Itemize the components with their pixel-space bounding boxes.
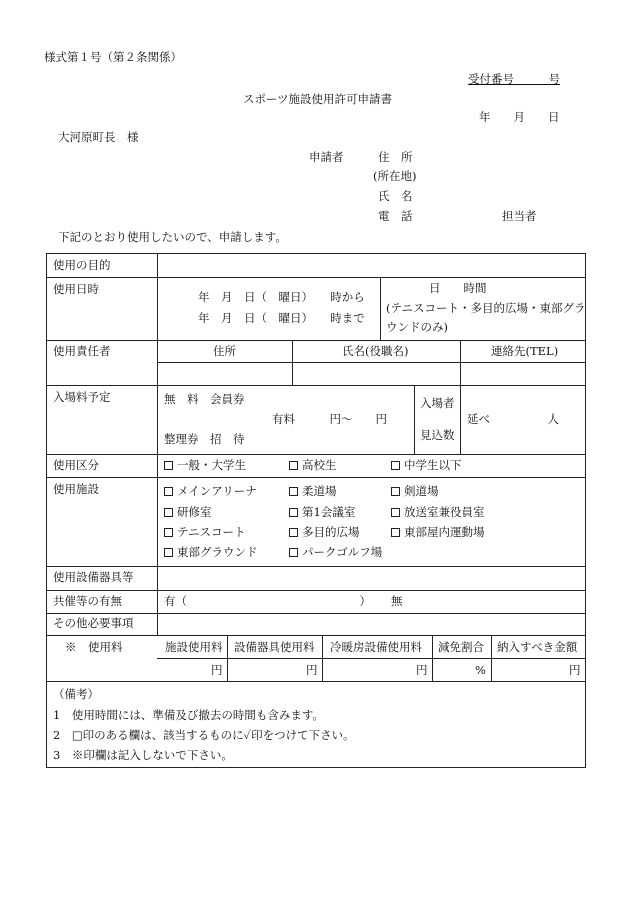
option-label: テニスコート — [177, 525, 246, 539]
fee-plan-label: 入場料予定 — [53, 390, 111, 404]
note-item: 2 □印のある欄は、該当するものに✓印をつけて下さい。 — [53, 728, 355, 742]
cosponsor-yes[interactable]: 有（ ） — [164, 594, 371, 608]
option-label: 柔道場 — [302, 484, 337, 498]
checkbox-icon[interactable] — [391, 487, 400, 496]
applicant-phone-label: 電 話 — [378, 209, 413, 223]
label-divider — [157, 253, 158, 635]
checkbox-icon[interactable] — [289, 461, 298, 470]
row-line — [46, 340, 586, 341]
fee-paid[interactable]: 有料 円〜 円 — [272, 412, 387, 426]
row-line — [157, 658, 586, 659]
option-label: 剣道場 — [404, 484, 439, 498]
cell-divider — [322, 635, 323, 681]
category-option-general[interactable] — [164, 460, 246, 472]
addressee: 大河原町長 様 — [58, 130, 139, 144]
checkbox-icon[interactable] — [164, 461, 173, 470]
cell-divider — [227, 635, 228, 681]
notes-title: （備考） — [53, 687, 99, 701]
row-line — [46, 590, 586, 591]
responsible-name-header: 氏名(役職名) — [342, 344, 409, 358]
applicant-name-label: 氏 名 — [378, 189, 413, 203]
attendees-label-2: 見込数 — [420, 428, 455, 442]
fee-header-facility: 施設使用料 — [165, 640, 223, 654]
option-label: 研修室 — [177, 505, 212, 519]
facility-option[interactable] — [289, 507, 355, 519]
facility-label: 使用施設 — [53, 482, 99, 496]
fee-unit-equipment: 円 — [306, 663, 318, 677]
attendees-label-1: 入場者 — [420, 396, 455, 410]
form-number: 様式第１号（第２条関係） — [44, 50, 182, 64]
row-line — [46, 277, 586, 278]
checkbox-icon[interactable] — [391, 461, 400, 470]
fee-unit-payable: 円 — [569, 663, 581, 677]
cell-divider — [292, 340, 293, 385]
option-label: パークゴルフ場 — [302, 545, 383, 559]
date-to[interactable]: 年 月 日（ 曜日） 時まで — [198, 311, 365, 325]
row-line — [46, 477, 586, 478]
checkbox-icon[interactable] — [164, 487, 173, 496]
datetime-label: 使用日時 — [53, 282, 99, 296]
facility-option[interactable] — [289, 486, 337, 498]
option-label: 第1会議室 — [302, 505, 356, 519]
cell-divider — [380, 277, 381, 340]
cell-divider — [414, 385, 415, 454]
responsible-tel-header: 連絡先(TEL) — [491, 344, 559, 358]
row-line — [46, 613, 586, 614]
facility-option[interactable] — [164, 527, 246, 539]
fee-header-reduction: 減免割合 — [438, 640, 484, 654]
hours-note-line1: (テニスコート・多目的広場・東部グラ — [386, 301, 586, 315]
cell-divider — [491, 635, 492, 681]
checkbox-icon[interactable] — [391, 508, 400, 517]
checkbox-icon[interactable] — [289, 487, 298, 496]
hours-field[interactable]: 日 時間 — [429, 281, 487, 295]
page-title: スポーツ施設使用許可申請書 — [243, 92, 393, 106]
row-line — [46, 635, 586, 636]
fee-unit-facility: 円 — [211, 663, 223, 677]
option-label: 高校生 — [302, 458, 337, 472]
applicant-address-alt-label: (所在地) — [373, 169, 417, 183]
facility-option[interactable] — [391, 527, 485, 539]
option-label: メインアリーナ — [177, 484, 257, 498]
fee-unit-reduction: % — [475, 663, 486, 677]
purpose-field[interactable] — [160, 259, 580, 275]
option-label: 東部屋内運動場 — [404, 525, 485, 539]
facility-option[interactable] — [391, 507, 485, 519]
cosponsor-no[interactable]: 無 — [391, 594, 403, 608]
option-label: 放送室兼役員室 — [404, 505, 485, 519]
row-line — [46, 566, 586, 567]
attendees-total[interactable]: 延べ 人 — [467, 412, 559, 426]
receipt-number: 受付番号 号 — [468, 72, 560, 86]
checkbox-icon[interactable] — [164, 548, 173, 557]
applicant-contact-label: 担当者 — [502, 209, 537, 223]
applicant-label: 申請者 — [309, 150, 344, 164]
facility-option[interactable] — [164, 486, 257, 498]
facility-option[interactable] — [289, 547, 382, 559]
hours-note-line2: ウンドのみ) — [386, 320, 448, 334]
cosponsor-label: 共催等の有無 — [53, 594, 122, 608]
other-label: その他必要事項 — [53, 616, 134, 630]
cell-divider — [460, 385, 461, 454]
equipment-label: 使用設備器具等 — [53, 570, 134, 584]
equipment-field[interactable] — [160, 569, 580, 587]
facility-option[interactable] — [289, 527, 360, 539]
row-line — [46, 681, 586, 682]
row-line — [46, 454, 586, 455]
intro-text: 下記のとおり使用したいので、申請します。 — [58, 230, 287, 244]
category-option-junior[interactable] — [391, 460, 462, 472]
fee-header-equipment: 設備器具使用料 — [234, 640, 315, 654]
responsible-address-field[interactable] — [160, 365, 290, 383]
fee-ticket-invite[interactable]: 整理券 招 待 — [164, 432, 245, 446]
row-line — [157, 362, 586, 363]
checkbox-icon[interactable] — [391, 528, 400, 537]
fee-label: ※ 使用料 — [65, 640, 123, 654]
date-from[interactable]: 年 月 日（ 曜日） 時から — [198, 290, 365, 304]
cell-divider — [432, 635, 433, 681]
fee-free-member[interactable]: 無 料 会員券 — [164, 392, 245, 406]
row-line — [46, 385, 586, 386]
option-label: 東部グラウンド — [177, 545, 258, 559]
other-field[interactable] — [160, 616, 580, 633]
checkbox-icon[interactable] — [289, 548, 298, 557]
cell-divider — [460, 340, 461, 385]
checkbox-icon[interactable] — [164, 528, 173, 537]
checkbox-icon[interactable] — [289, 528, 298, 537]
fee-header-payable: 納入すべき金額 — [497, 640, 578, 654]
applicant-address-label: 住 所 — [378, 150, 413, 164]
option-label: 多目的広場 — [302, 525, 360, 539]
option-label: 中学生以下 — [404, 458, 462, 472]
responsible-address-header: 住所 — [213, 344, 236, 358]
responsible-label: 使用責任者 — [53, 344, 111, 358]
facility-option[interactable] — [164, 507, 212, 519]
category-label: 使用区分 — [53, 458, 99, 472]
checkbox-icon[interactable] — [289, 508, 298, 517]
facility-option[interactable] — [164, 547, 258, 559]
fee-unit-aircon: 円 — [416, 663, 428, 677]
responsible-name-field[interactable] — [295, 365, 458, 383]
category-option-highschool[interactable] — [289, 460, 337, 472]
fee-header-aircon: 冷暖房設備使用料 — [330, 640, 422, 654]
facility-option[interactable] — [391, 486, 439, 498]
note-item: 1 使用時間には、準備及び撤去の時間も含みます。 — [53, 708, 324, 722]
responsible-tel-field[interactable] — [463, 365, 583, 383]
checkbox-icon[interactable] — [164, 508, 173, 517]
note-item: 3 ※印欄は記入しないで下さい。 — [53, 748, 233, 762]
purpose-label: 使用の目的 — [53, 258, 111, 272]
application-date: 年 月 日 — [479, 110, 560, 124]
option-label: 一般・大学生 — [177, 458, 246, 472]
